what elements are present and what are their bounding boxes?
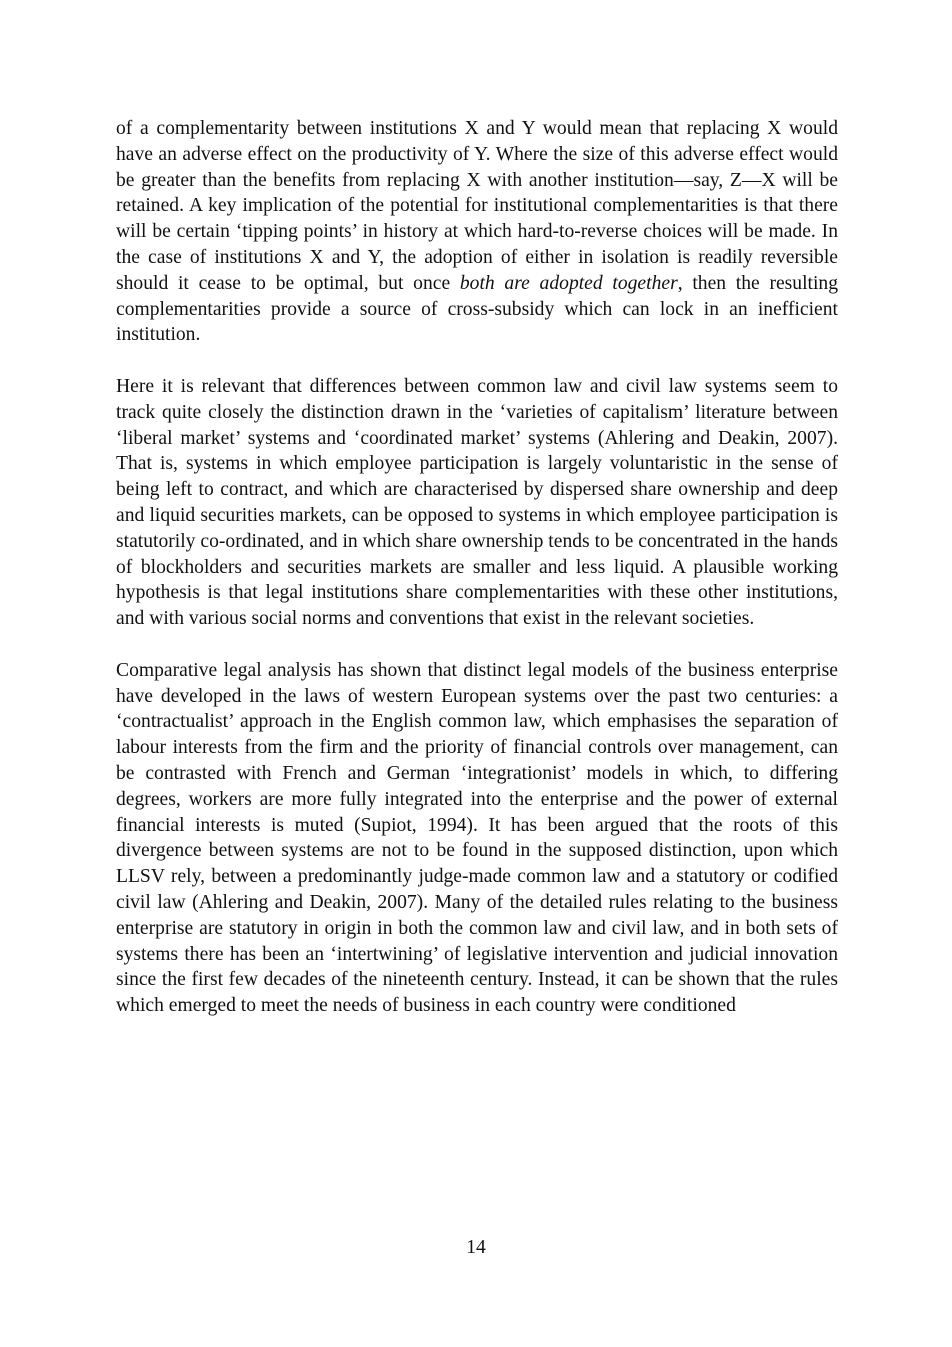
emphasized-text: both are adopted together bbox=[459, 272, 678, 294]
paragraph-text: of a complementarity between institutions X and Y would mean that replacing X would have an adverse effect on the productivity of Y. Where the size of this adverse effect would be greater than the benefits from replacing X with another institution—say, Z—X will be retained. A key implication of the potential for institutional complementarities is that there will be certain ‘tipping points’ in history at which hard-to-reverse choices will be made. In the case of institutions X and Y, the adoption of either in isolation is readily reversible should it cease to be optimal, but once bbox=[116, 118, 838, 294]
paragraph-complementarity bbox=[116, 116, 838, 348]
page-number: 14 bbox=[466, 1237, 486, 1258]
page-body bbox=[116, 116, 838, 1045]
paragraph-text: , then the resulting complementarities provide a source of cross-subsidy which can lock in an inefficient institution. bbox=[116, 272, 839, 346]
paragraph-varieties-of-capitalism: Here it is relevant that differences between common law and civil law systems seem to track quite closely the distinction drawn in the ‘varieties of capitalism’ literature between ‘liberal market’ systems and ‘coordinated market’ systems (Ahlering and Deakin, 2007). That is, systems in which employee participation is largely voluntaristic in the sense of being left to contract, and which are characterised by dispersed share ownership and deep and liquid securities markets, can be opposed to systems in which employee participation is statutorily co-ordinated, and in which share ownership tends to be concentrated in the hands of blockholders and securities markets are smaller and less liquid. A plausible working hypothesis is that legal institutions share complementarities with these other institutions, and with various social norms and conventions that exist in the relevant societies. bbox=[116, 375, 838, 630]
paragraph-comparative-legal-analysis: Comparative legal analysis has shown that distinct legal models of the business enterprise have developed in the laws of western European systems over the past two centuries: a ‘contractualist’ approach in the English common law, which emphasises the separation of labour interests from the firm and the priority of financial controls over management, can be contrasted with French and German ‘integrationist’ models in which, to differing degrees, workers are more fully integrated into the enterprise and the power of external financial interests is muted (Supiot, 1994). It has been argued that the roots of this divergence between systems are not to be found in the supposed distinction, upon which LLSV rely, between a predominantly judge-made common law and a statutory or codified civil law (Ahlering and Deakin, 2007). Many of the detailed rules relating to the business enterprise are statutory in origin in both the common law and civil law, and in both sets of systems there has been an ‘intertwining’ of legislative intervention and judicial innovation since the first few decades of the nineteenth century. Instead, it can be shown that the rules which emerged to meet the needs of business in each country were conditioned bbox=[116, 659, 838, 1017]
